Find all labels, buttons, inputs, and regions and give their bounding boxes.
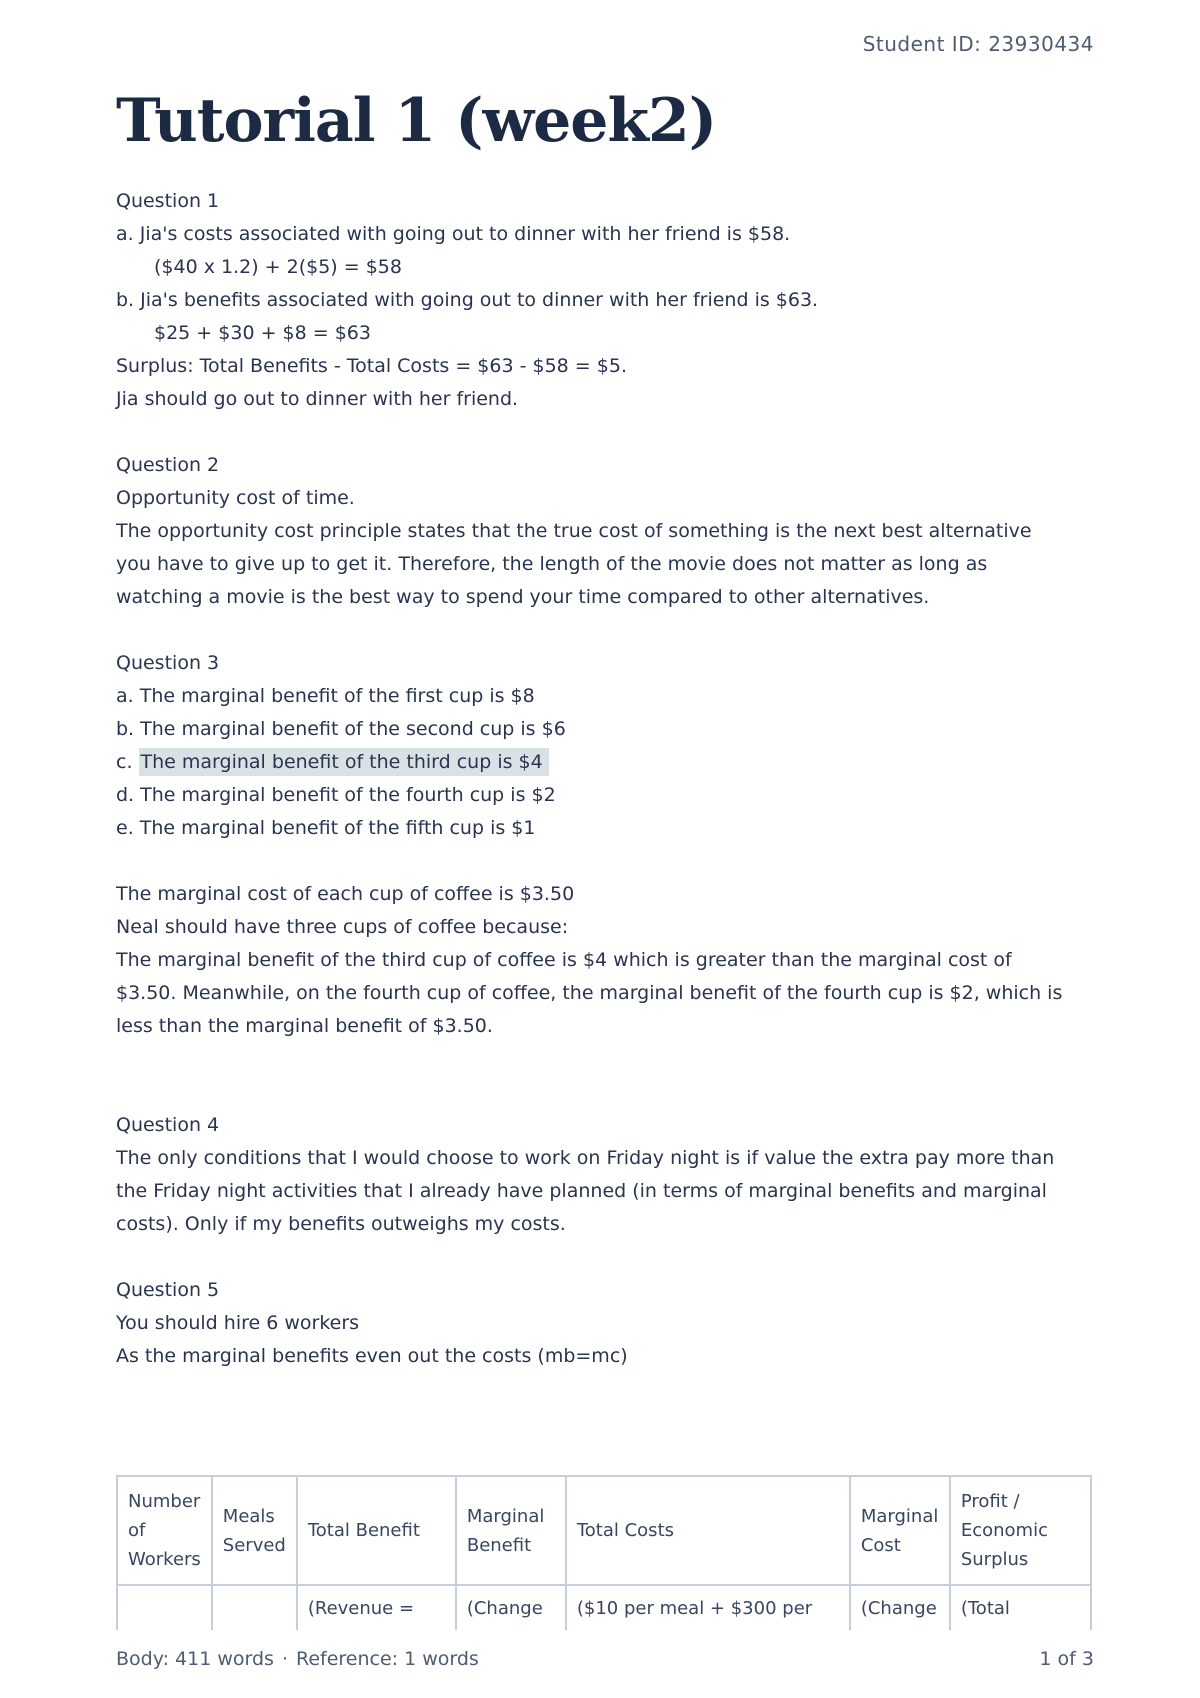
table-cell: (Change <box>850 1585 950 1630</box>
question-4-heading: Question 4 <box>116 1114 220 1136</box>
q1-surplus: Surplus: Total Benefits - Total Costs = $63 - $58 = $5. <box>116 355 627 377</box>
workers-table <box>116 1475 1092 1630</box>
reference-word-count: Reference: 1 words <box>295 1648 479 1670</box>
table-header-cell: Marginal Cost <box>850 1476 950 1585</box>
question-2-heading: Question 2 <box>116 454 220 476</box>
student-id: Student ID: 23930434 <box>862 32 1094 56</box>
table-header-cell: Total Benefit <box>297 1476 456 1585</box>
table-cell: (Total <box>950 1585 1091 1630</box>
page-title: Tutorial 1 (week2) <box>116 86 717 156</box>
q3-answer-c-prefix: c. <box>116 751 139 773</box>
table-header-row <box>117 1476 1091 1585</box>
question-5-heading: Question 5 <box>116 1279 220 1301</box>
q3-answer-b: b. The marginal benefit of the second cup is $6 <box>116 718 566 740</box>
q4-line-1: The only conditions that I would choose to work on Friday night is if value the extra pay more than <box>116 1147 1055 1169</box>
question-1-heading: Question 1 <box>116 190 220 212</box>
q3-answer-e: e. The marginal benefit of the fifth cup is $1 <box>116 817 536 839</box>
table-cell <box>117 1585 212 1630</box>
page-number: 1 of 3 <box>1039 1648 1094 1670</box>
q5-line-2: As the marginal benefits even out the costs (mb=mc) <box>116 1345 628 1367</box>
q1-calc-a: ($40 x 1.2) + 2($5) = $58 <box>154 256 402 278</box>
table-header-cell: Total Costs <box>566 1476 850 1585</box>
q2-line-1: Opportunity cost of time. <box>116 487 355 509</box>
table-cell <box>212 1585 297 1630</box>
table-row <box>117 1585 1091 1630</box>
table-header-cell: Profit / Economic Surplus <box>950 1476 1091 1585</box>
q2-line-4: watching a movie is the best way to spend your time compared to other alternatives. <box>116 586 930 608</box>
q3-reason-3: less than the marginal benefit of $3.50. <box>116 1015 493 1037</box>
question-3-heading: Question 3 <box>116 652 220 674</box>
table-viewport <box>0 1475 1200 1630</box>
highlighted-text[interactable]: The marginal benefit of the third cup is $4 <box>139 748 549 776</box>
q2-line-3: you have to give up to get it. Therefore, the length of the movie does not matter as long as <box>116 553 988 575</box>
document-body <box>116 185 1096 1373</box>
q3-reason-2: $3.50. Meanwhile, on the fourth cup of coffee, the marginal benefit of the fourth cup is $2, which is <box>116 982 1063 1004</box>
q3-answer-a: a. The marginal benefit of the first cup is $8 <box>116 685 535 707</box>
q3-answer-d: d. The marginal benefit of the fourth cup is $2 <box>116 784 556 806</box>
table-cell: ($10 per meal + $300 per <box>566 1585 850 1630</box>
word-count <box>116 1648 479 1670</box>
footer-separator: · <box>281 1648 288 1670</box>
table-cell: (Change <box>456 1585 566 1630</box>
table-cell: (Revenue = <box>297 1585 456 1630</box>
q3-recommendation: Neal should have three cups of coffee because: <box>116 916 569 938</box>
table-header-cell: Marginal Benefit <box>456 1476 566 1585</box>
q4-line-2: the Friday night activities that I already have planned (in terms of marginal benefits and marginal <box>116 1180 1047 1202</box>
q3-marginal-cost: The marginal cost of each cup of coffee is $3.50 <box>116 883 575 905</box>
table-header-cell: Number of Workers <box>117 1476 212 1585</box>
q2-line-2: The opportunity cost principle states that the true cost of something is the next best alternative <box>116 520 1032 542</box>
body-word-count: Body: 411 words <box>116 1648 274 1670</box>
q1-calc-b: $25 + $30 + $8 = $63 <box>154 322 371 344</box>
q5-line-1: You should hire 6 workers <box>116 1312 360 1334</box>
q3-reason-1: The marginal benefit of the third cup of coffee is $4 which is greater than the marginal cost of <box>116 949 1012 971</box>
q1-answer-b: b. Jia's benefits associated with going out to dinner with her friend is $63. <box>116 289 819 311</box>
q1-answer-a: a. Jia's costs associated with going out to dinner with her friend is $58. <box>116 223 791 245</box>
q3-answer-c <box>116 746 1096 779</box>
q4-line-3: costs). Only if my benefits outweighs my costs. <box>116 1213 566 1235</box>
q1-conclusion: Jia should go out to dinner with her friend. <box>116 388 519 410</box>
table-header-cell: Meals Served <box>212 1476 297 1585</box>
